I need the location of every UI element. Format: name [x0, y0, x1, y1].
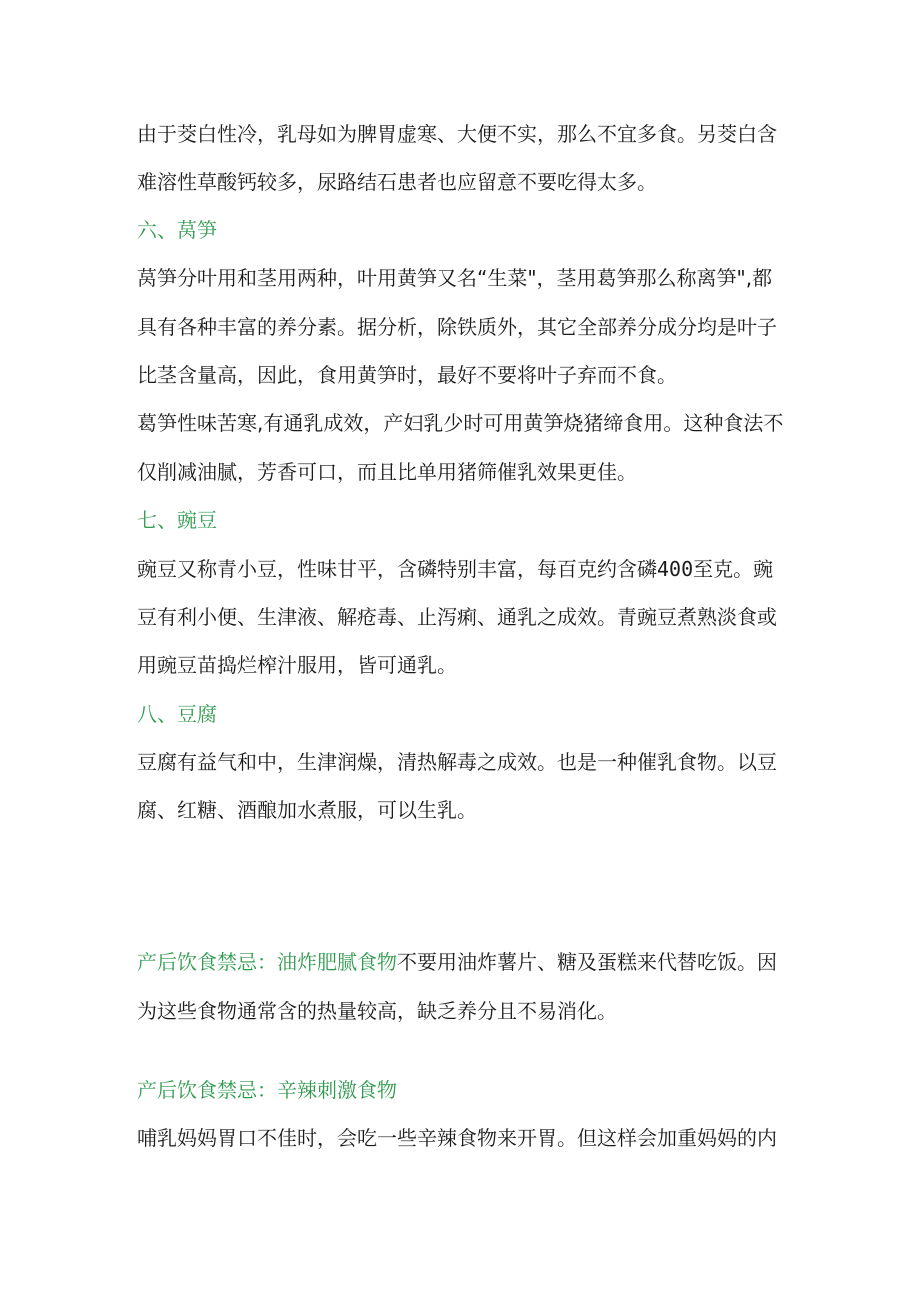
paragraph-line: 由于茭白性冷，乳母如为脾胃虚寒、大便不实，那么不宜多食。另茭白含 — [137, 122, 777, 146]
paragraph-line: 具有各种丰富的养分素。据分析，除铁质外，其它全部养分成分均是叶子 — [137, 315, 777, 339]
paragraph-line: 用豌豆苗捣烂榨汁服用，皆可通乳。 — [137, 653, 457, 677]
text-span: 至克。豌 — [693, 557, 774, 581]
paragraph-line: 腐、红糖、酒酿加水煮服，可以生乳。 — [137, 798, 477, 822]
paragraph-line — [137, 555, 787, 583]
paragraph-line: 仅削减油腻，芳香可口，而且比单用猪筛催乳效果更佳。 — [137, 460, 637, 484]
paragraph-line: 难溶性草酸钙较多，尿路结石患者也应留意不要吃得太多。 — [137, 170, 657, 194]
paragraph-line: 莴笋分叶用和茎用两种，叶用黄笋又名“生菜"，茎用葛笋那么称离笋",都 — [137, 266, 773, 290]
text-span: 不要用油炸薯片、糖及蛋糕来代替吃饭。因 — [397, 950, 777, 974]
phosphorus-amount: 400 — [657, 557, 694, 581]
section-heading-lettuce: 六、莴笋 — [137, 218, 217, 242]
section-heading-tofu: 八、豆腐 — [137, 702, 217, 726]
taboo-label-fried-food: 产后饮食禁忌：油炸肥腻食物 — [137, 950, 397, 974]
paragraph-line — [137, 948, 787, 976]
paragraph-line: 葛笋性味苦寒,有通乳成效，产妇乳少时可用黄笋烧猪缔食用。这种食法不 — [137, 411, 784, 435]
section-heading-peas: 七、豌豆 — [137, 508, 217, 532]
paragraph-line: 哺乳妈妈胃口不佳时，会吃一些辛辣食物来开胃。但这样会加重妈妈的内 — [137, 1126, 777, 1150]
paragraph-line: 豆腐有益气和中，生津润燥，清热解毒之成效。也是一种催乳食物。以豆 — [137, 750, 777, 774]
taboo-heading-spicy-food: 产后饮食禁忌：辛辣刺激食物 — [137, 1078, 397, 1102]
paragraph-line: 为这些食物通常含的热量较高，缺乏养分且不易消化。 — [137, 999, 617, 1023]
paragraph-line: 比茎含量高，因此，食用黄笋时，最好不要将叶子弃而不食。 — [137, 363, 677, 387]
text-span: 豌豆又称青小豆，性味甘平，含磷特别丰富，每百克约含磷 — [137, 557, 657, 581]
paragraph-line: 豆有利小便、生津液、解疮毒、止泻痢、通乳之成效。青豌豆煮熟淡食或 — [137, 605, 777, 629]
